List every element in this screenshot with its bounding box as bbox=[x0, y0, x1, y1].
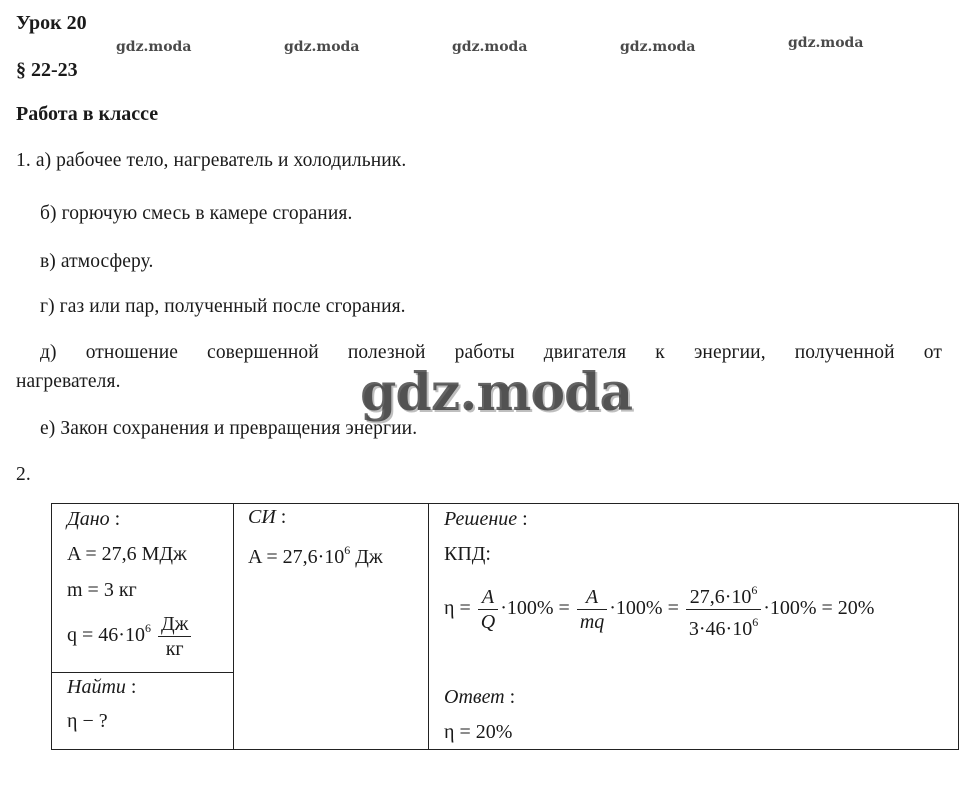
task1-answer-v: в) атмосферу. bbox=[40, 251, 154, 272]
given-mass: m = 3 кг bbox=[67, 579, 137, 601]
watermark-large: gdz.moda bbox=[360, 362, 633, 423]
si-work-value: A = 27,6·10 bbox=[248, 546, 345, 568]
table-divider bbox=[428, 503, 429, 750]
task1-answer-e: е) Закон сохранения и превращения энергии. bbox=[40, 418, 418, 439]
task1-number: 1. bbox=[16, 150, 31, 171]
task1-answer-d-line2: нагревателя. bbox=[16, 371, 121, 392]
unit-numerator: Дж bbox=[158, 612, 191, 637]
section-number: § 22-23 bbox=[16, 59, 78, 81]
si-colon: : bbox=[280, 506, 287, 528]
si-work-unit: Дж bbox=[350, 546, 383, 568]
fraction-denominator: Q bbox=[480, 611, 496, 633]
find-colon: : bbox=[130, 676, 137, 698]
numerator-exp: 6 bbox=[751, 583, 758, 597]
fraction-a-over-mq bbox=[577, 585, 607, 634]
table-divider bbox=[51, 672, 234, 673]
find-eta: η − ? bbox=[67, 710, 108, 732]
fraction-numeric bbox=[686, 578, 761, 641]
watermark: gdz.moda bbox=[620, 39, 696, 55]
denominator-exp: 6 bbox=[752, 615, 759, 629]
formula-result: ·100% = 20% bbox=[763, 597, 875, 620]
watermark: gdz.moda bbox=[116, 39, 192, 55]
fraction-denominator bbox=[686, 610, 761, 641]
answer-label: Ответ bbox=[444, 686, 505, 708]
given-work: A = 27,6 МДж bbox=[67, 543, 187, 565]
find-heading bbox=[67, 676, 136, 699]
watermark: gdz.moda bbox=[452, 39, 528, 55]
watermark: gdz.moda bbox=[284, 39, 360, 55]
task1-item-a bbox=[16, 150, 406, 172]
fraction-numerator: A bbox=[478, 585, 498, 610]
formula-eta: η = bbox=[444, 597, 471, 620]
si-heading bbox=[248, 506, 286, 529]
task1-answer-a: а) рабочее тело, нагреватель и холодильник. bbox=[35, 150, 407, 171]
given-label: Дано bbox=[67, 508, 110, 530]
solution-label: Решение bbox=[444, 508, 518, 530]
solution-kpd: КПД: bbox=[444, 543, 491, 565]
si-work-exp: 6 bbox=[344, 543, 351, 557]
given-colon: : bbox=[114, 508, 121, 530]
fraction-numerator bbox=[686, 578, 761, 610]
denominator-value: 3·46·10 bbox=[688, 618, 753, 640]
answer-value: η = 20% bbox=[444, 721, 513, 743]
fraction-numerator: A bbox=[577, 585, 607, 610]
solution-colon: : bbox=[522, 508, 528, 530]
si-label: СИ bbox=[248, 506, 276, 528]
formula-mid: ·100% = bbox=[609, 597, 679, 620]
given-heat-unit bbox=[158, 612, 191, 661]
table-divider bbox=[233, 503, 234, 750]
solution-formula bbox=[444, 578, 874, 641]
find-label: Найти bbox=[67, 676, 126, 698]
answer-colon: : bbox=[509, 686, 516, 708]
numerator-value: 27,6·10 bbox=[689, 586, 752, 608]
lesson-title: Урок 20 bbox=[16, 12, 87, 34]
solution-heading bbox=[444, 508, 528, 531]
fraction-denominator: mq bbox=[579, 611, 605, 633]
si-work bbox=[248, 543, 383, 569]
given-heat-value: q = 46·10 bbox=[67, 624, 145, 647]
given-heading bbox=[67, 508, 120, 531]
fraction-a-over-q bbox=[478, 585, 498, 634]
task2-number: 2. bbox=[16, 464, 31, 485]
given-heat-exp: 6 bbox=[144, 621, 151, 636]
task1-answer-g: г) газ или пар, полученный после сгорания. bbox=[40, 296, 406, 317]
formula-mid: ·100% = bbox=[500, 597, 570, 620]
answer-heading bbox=[444, 686, 515, 709]
unit-denominator: кг bbox=[165, 638, 184, 660]
watermark: gdz.moda bbox=[788, 35, 864, 51]
task1-answer-b: б) горючую смесь в камере сгорания. bbox=[40, 203, 353, 224]
given-heat bbox=[67, 612, 193, 661]
page-subtitle: Работа в классе bbox=[16, 103, 159, 125]
task1-answer-d-line1: д) отношение совершенной полезной работы двигателя к энергии, полученной от bbox=[40, 342, 942, 363]
